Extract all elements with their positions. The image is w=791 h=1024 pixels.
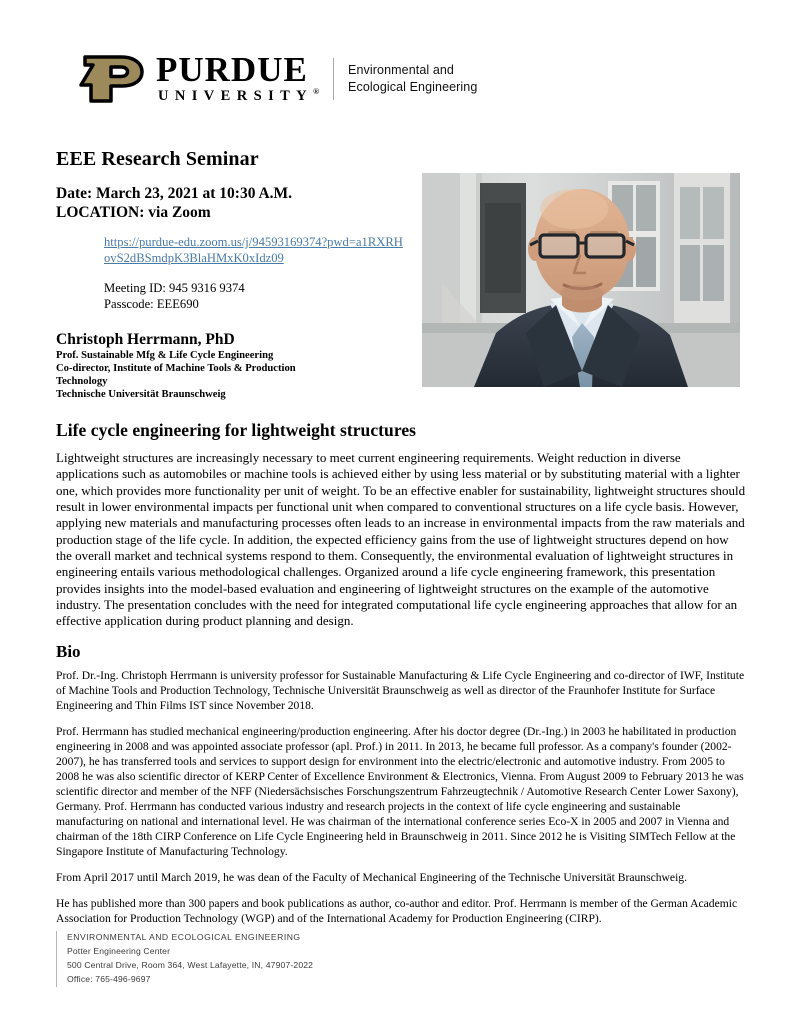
- page-footer: [56, 931, 313, 987]
- speaker-affiliation-1: Prof. Sustainable Mfg & Life Cycle Engineering: [56, 350, 274, 362]
- speaker-affiliation-2: Co-director, Institute of Machine Tools & Production: [56, 363, 296, 375]
- seminar-location: LOCATION: via Zoom: [56, 203, 211, 221]
- purdue-brand-header: [78, 50, 477, 108]
- speaker-info: [56, 331, 416, 402]
- seminar-date: Date: March 23, 2021 at 10:30 A.M.: [56, 185, 293, 202]
- department-line-2: Ecological Engineering: [348, 80, 478, 94]
- bio-heading: Bio: [56, 642, 81, 662]
- bio-paragraph: From April 2017 until March 2019, he was dean of the Faculty of Mechanical Engineering of the Technische Universität Braunschweig.: [56, 870, 687, 884]
- footer-address: 500 Central Drive, Room 364, West Lafayette, IN, 47907-2022: [67, 959, 314, 970]
- purdue-wordmark: [156, 49, 333, 105]
- zoom-join-area: [104, 234, 404, 313]
- header-vertical-divider: [333, 58, 334, 100]
- document-content: [56, 148, 746, 938]
- department-line-1: Environmental and: [348, 63, 454, 78]
- bio-paragraph: He has published more than 300 papers and book publications as author, co-author and editor. Prof. Herrmann is member of the German Academic Association for Production Technology (WGP) and of the International Academy for Production Engineering (CIRP).: [56, 896, 738, 925]
- purdue-p-logo-icon: [78, 54, 146, 104]
- footer-divider: [56, 931, 57, 987]
- footer-department: ENVIRONMENTAL AND ECOLOGICAL ENGINEERING: [67, 932, 301, 942]
- page-title: EEE Research Seminar: [56, 148, 259, 170]
- bio-paragraph: Prof. Dr.-Ing. Christoph Herrmann is university professor for Sustainable Manufacturing & Life Cycle Engineering and co-director of IWF, Institute of Machine Tools and Production Technology, Technische Universität Braunschweig as well as director of the Fraunhofer Institute for Surface Engineering and Thin Films IST since November 2018.: [56, 669, 745, 713]
- zoom-passcode: Passcode: EEE690: [104, 297, 199, 312]
- talk-abstract: Lightweight structures are increasingly necessary to meet current engineering requirements. Weight reduction in diverse applications such as automobiles or machine tools is achieved either by using less material or by substituting material with a lighter one, which provides more functionality per unit of weight. To be an effective enabler for sustainability, lightweight structures should result in lower environmental impacts per functional unit when compared to conventional structures on a life cycle basis. However, applying new materials and manufacturing processes often leads to an increase in environmental impacts from the raw materials and production stage of the life cycle. In addition, the expected efficiency gains from the use of lightweight structures depend on how the overall market and technical systems respond to them. Consequently, the environmental evaluation of lightweight structures in engineering entails various methodological challenges. Organized around a life cycle engineering framework, this presentation provides insights into the model-based evaluation and engineering of lightweight structures on the example of the automotive industry. The presentation concludes with the need for integrated computational life cycle engineering approaches that allow for an effective application during product planning and design.: [56, 450, 746, 629]
- footer-building: Potter Engineering Center: [67, 945, 171, 956]
- speaker-affiliation-3: Technology: [56, 376, 108, 388]
- registered-trademark-icon: ®: [313, 87, 320, 97]
- footer-office-phone: Office: 765-496-9697: [67, 973, 151, 984]
- zoom-meeting-link[interactable]: https://purdue-edu.zoom.us/j/94593169374?pwd=a1RXRHovS2dBSmdpK3BlaHMxK0xIdz09: [104, 234, 403, 265]
- zoom-meeting-id: Meeting ID: 945 9316 9374: [104, 281, 245, 296]
- footer-contact-block: [67, 931, 313, 987]
- zoom-meeting-credentials: [104, 280, 404, 313]
- wordmark-university: UNIVERSITY®: [158, 87, 320, 105]
- speaker-affiliation-4: Technische Universität Braunschweig: [56, 389, 226, 401]
- bio-paragraph: Prof. Herrmann has studied mechanical engineering/production engineering. After his doctor degree (Dr.-Ing.) in 2003 he habilitated in production engineering in 2008 and was appointed associate professor (apl. Prof.) in 2011. In 2013, he became full professor. As a company's founder (2002-2007), he has transferred tools and services to support design for environment into the electric/electronic and automotive industry. From 2005 to 2008 he was also scientific director of KERP Center of Excellence Environment & Electronics, Vienna. From August 2009 to February 2013 he was scientific director and member of the NFF (Niedersächsisches Forschungszentrum Fahrzeugtechnik / Automotive Research Center Lower Saxony), Germany. Prof. Herrmann has conducted various industry and research projects in the context of life cycle engineering and sustainable manufacturing on national and international level. He was chairman of the international conference series Eco-X in 2005 and 2007 in Vienna and chairman of the 18th CIRP Conference on Life Cycle Engineering held in Braunschweig in 2011. Since 2012 he is Visiting SIMTech Fellow at the Singapore Institute of Manufacturing Technology.: [56, 725, 744, 858]
- talk-title: Life cycle engineering for lightweight structures: [56, 420, 416, 441]
- seminar-meta-block: [56, 185, 406, 313]
- department-name: [348, 62, 477, 96]
- speaker-name: Christoph Herrmann, PhD: [56, 330, 235, 348]
- wordmark-purdue: PURDUE: [156, 49, 308, 89]
